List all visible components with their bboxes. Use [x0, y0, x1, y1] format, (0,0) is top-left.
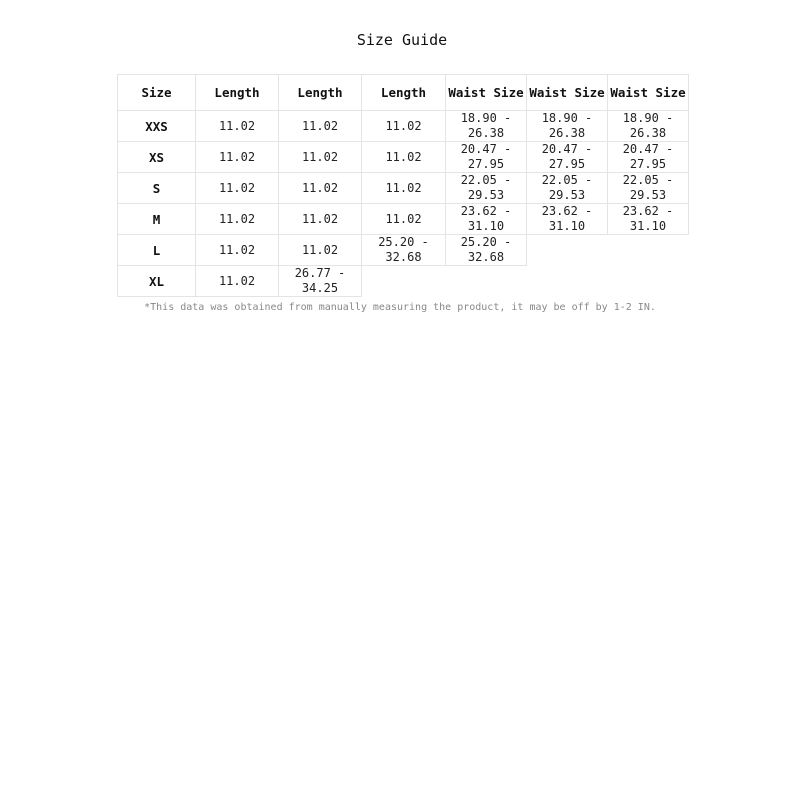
empty-cell — [446, 266, 527, 297]
column-header: Waist Size — [527, 75, 608, 111]
range-value: 20.47 - 27.95 — [460, 142, 512, 171]
size-label: XXS — [118, 111, 196, 142]
value-cell: 11.02 — [196, 235, 279, 266]
table-row — [118, 142, 689, 173]
size-label: L — [118, 235, 196, 266]
range-value: 23.62 - 31.10 — [460, 204, 512, 233]
size-label: XL — [118, 266, 196, 297]
measurement-disclaimer: *This data was obtained from manually measuring the product, it may be off by 1-2 IN. — [144, 302, 656, 313]
value-cell: 11.02 — [196, 204, 279, 235]
size-guide-table — [117, 74, 689, 297]
table-body — [118, 111, 689, 297]
range-value: 22.05 - 29.53 — [541, 173, 593, 202]
range-cell — [362, 235, 446, 266]
range-cell — [279, 266, 362, 297]
range-value: 18.90 - 26.38 — [622, 111, 674, 140]
range-cell — [608, 111, 689, 142]
value-cell: 11.02 — [196, 173, 279, 204]
value-cell: 11.02 — [362, 173, 446, 204]
range-cell — [446, 142, 527, 173]
range-cell — [527, 111, 608, 142]
table-row — [118, 204, 689, 235]
size-label: XS — [118, 142, 196, 173]
empty-cell — [527, 235, 608, 266]
range-value: 22.05 - 29.53 — [460, 173, 512, 202]
table-header-row — [118, 75, 689, 111]
column-header: Waist Size — [446, 75, 527, 111]
value-cell: 11.02 — [279, 235, 362, 266]
value-cell: 11.02 — [279, 173, 362, 204]
range-cell — [527, 204, 608, 235]
range-value: 25.20 - 32.68 — [378, 235, 429, 264]
range-value: 26.77 - 34.25 — [294, 266, 346, 295]
value-cell: 11.02 — [196, 266, 279, 297]
size-label: M — [118, 204, 196, 235]
range-value: 18.90 - 26.38 — [541, 111, 593, 140]
value-cell: 11.02 — [196, 142, 279, 173]
empty-cell — [362, 266, 446, 297]
range-cell — [608, 142, 689, 173]
column-header: Waist Size — [608, 75, 689, 111]
table-row — [118, 266, 689, 297]
range-cell — [446, 235, 527, 266]
empty-cell — [608, 235, 689, 266]
value-cell: 11.02 — [362, 204, 446, 235]
value-cell: 11.02 — [196, 111, 279, 142]
range-cell — [446, 111, 527, 142]
value-cell: 11.02 — [279, 204, 362, 235]
value-cell: 11.02 — [279, 111, 362, 142]
range-value: 25.20 - 32.68 — [460, 235, 512, 264]
table-row — [118, 111, 689, 142]
value-cell: 11.02 — [362, 142, 446, 173]
empty-cell — [608, 266, 689, 297]
column-header: Length — [362, 75, 446, 111]
column-header: Length — [196, 75, 279, 111]
value-cell: 11.02 — [279, 142, 362, 173]
table-row — [118, 235, 689, 266]
range-cell — [608, 173, 689, 204]
range-value: 23.62 - 31.10 — [541, 204, 593, 233]
column-header: Length — [279, 75, 362, 111]
value-cell: 11.02 — [362, 111, 446, 142]
range-cell — [446, 173, 527, 204]
range-cell — [608, 204, 689, 235]
column-header: Size — [118, 75, 196, 111]
range-value: 18.90 - 26.38 — [460, 111, 512, 140]
range-cell — [446, 204, 527, 235]
size-label: S — [118, 173, 196, 204]
range-value: 22.05 - 29.53 — [622, 173, 674, 202]
empty-cell — [527, 266, 608, 297]
range-value: 23.62 - 31.10 — [622, 204, 674, 233]
table-row — [118, 173, 689, 204]
page-title: Size Guide — [356, 31, 448, 49]
range-cell — [527, 173, 608, 204]
range-cell — [527, 142, 608, 173]
range-value: 20.47 - 27.95 — [622, 142, 674, 171]
range-value: 20.47 - 27.95 — [541, 142, 593, 171]
